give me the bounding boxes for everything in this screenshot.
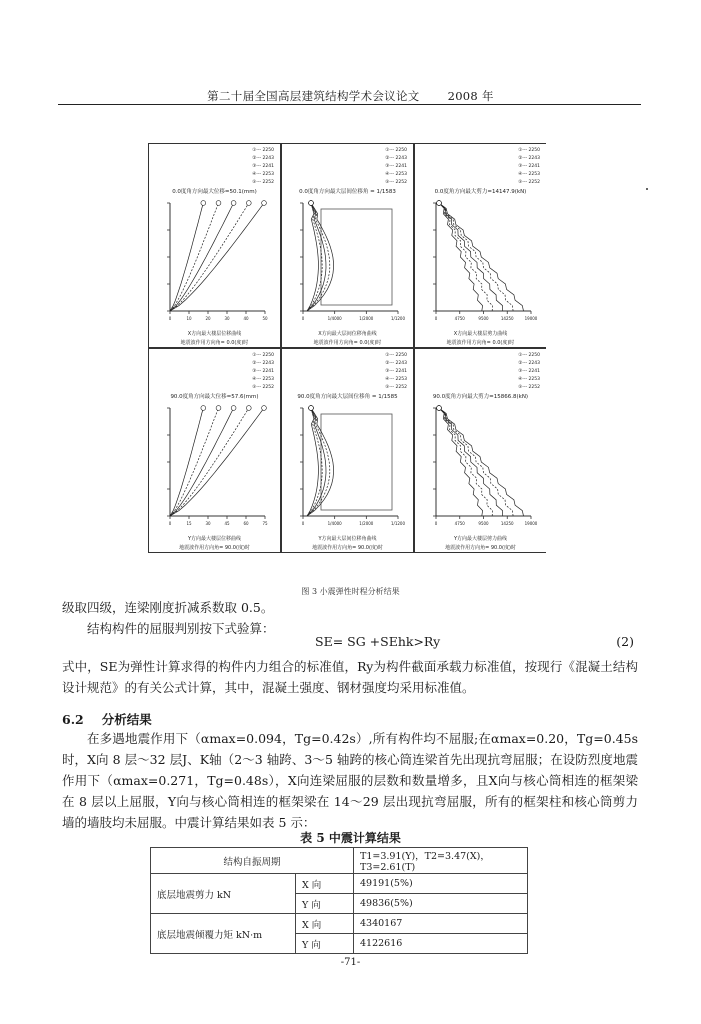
x-tick-label: 14250 — [500, 316, 514, 321]
legend-entry: ③--- 2241 — [385, 164, 407, 169]
section-title: 分析结果 — [101, 712, 152, 727]
x-tick-label: 75 — [262, 521, 268, 526]
series-curve-4 — [170, 408, 249, 516]
panel-top-label: 0.0度角方向最大剪力=14147.9(kN) — [434, 189, 527, 195]
row-label-moment: 底层地震倾覆力矩 kN·m — [151, 914, 296, 954]
drift-limit-box — [321, 209, 392, 305]
legend-entry: ④--- 2253 — [518, 377, 540, 382]
section-number: 6.2 — [62, 712, 84, 727]
legend-entry: ③--- 2241 — [385, 369, 407, 374]
legend-entry: ④--- 2253 — [252, 172, 274, 177]
panel-bottom-label: Y方向最大楼层位移曲线 — [187, 536, 242, 542]
table-row — [151, 874, 528, 894]
legend-entry: ③--- 2241 — [518, 164, 540, 169]
paragraph-1: 级取四级，连梁刚度折减系数取 0.5。 — [62, 600, 274, 615]
panel-top-label: 90.0度角方向最大剪力=15866.8(kN) — [432, 394, 529, 400]
series-marker — [216, 406, 221, 411]
header-year: 2008 年 — [447, 89, 494, 103]
x-tick-label: 0 — [434, 521, 438, 526]
legend-entry: ②--- 2243 — [518, 156, 540, 161]
row-direction: Y 向 — [296, 934, 354, 954]
x-tick-label: 30 — [205, 521, 211, 526]
series-marker — [246, 406, 251, 411]
result-table — [150, 847, 528, 954]
scan-speck — [646, 188, 648, 190]
legend-entry: ⑤--- 2252 — [252, 180, 274, 185]
figure-panel-5 — [282, 349, 414, 553]
x-tick-label: 4750 — [454, 316, 465, 321]
legend-entry: ③--- 2241 — [252, 164, 274, 169]
panel-bottom-label: 地震波作用方向角= 90.0(度)时 — [179, 545, 250, 551]
series-marker — [437, 201, 442, 206]
panel-bottom-label: 地震波作用方向角= 0.0(度)时 — [180, 340, 249, 346]
panel-bottom-label: X方向最大层间位移角曲线 — [318, 331, 377, 337]
legend-entry: ①--- 2250 — [385, 353, 407, 358]
equation-expression: SE= SG +SEhk>Ry — [315, 634, 441, 649]
series-curve-3 — [170, 203, 234, 311]
panel-top-label: 0.0度角方向最大层间位移角 = 1/1583 — [299, 189, 396, 195]
table-header-row — [151, 848, 528, 874]
legend-entry: ①--- 2250 — [252, 148, 274, 153]
x-tick-label: 0 — [301, 316, 305, 321]
series-marker — [246, 201, 251, 206]
x-tick-label: 1/1200 — [390, 316, 406, 321]
panel-bottom-label: Y方向最大楼层剪力曲线 — [453, 536, 508, 542]
series-curve-4 — [170, 203, 249, 311]
x-tick-label: 60 — [243, 521, 249, 526]
legend-entry: ②--- 2243 — [252, 361, 274, 366]
series-curve-4 — [439, 408, 513, 516]
panel-bottom-label: X方向最大楼层剪力曲线 — [453, 331, 508, 337]
legend-entry: ④--- 2253 — [385, 172, 407, 177]
figure-panel-6 — [415, 349, 547, 553]
x-tick-label: 19000 — [524, 316, 538, 321]
series-curve-2 — [307, 203, 322, 311]
header-rule — [58, 104, 641, 105]
series-marker — [309, 406, 314, 411]
row-value: 4340167 — [354, 914, 528, 934]
x-tick-label: 30 — [224, 316, 230, 321]
row-direction: X 向 — [296, 874, 354, 894]
row-value: 49836(5%) — [354, 894, 528, 914]
figure-3-time-history-panels — [148, 143, 546, 553]
figure-panel-1 — [149, 144, 281, 348]
legend-entry: ⑤--- 2252 — [518, 180, 540, 185]
legend-entry: ④--- 2253 — [385, 377, 407, 382]
legend-entry: ②--- 2243 — [385, 361, 407, 366]
panel-bottom-label: 地震波作用方向角= 90.0(度)时 — [445, 545, 516, 551]
row-label-shear: 底层地震剪力 kN — [151, 874, 296, 914]
x-tick-label: 4750 — [454, 521, 465, 526]
figure-panel-2 — [282, 144, 414, 348]
series-curve-2 — [439, 203, 493, 311]
series-marker — [231, 201, 236, 206]
series-marker — [309, 201, 314, 206]
x-tick-label: 10 — [186, 316, 192, 321]
x-tick-label: 0 — [168, 521, 172, 526]
x-tick-label: 14250 — [500, 521, 514, 526]
table-title: 表 5 中震计算结果 — [300, 831, 401, 845]
paragraph-3: 式中，SE为弹性计算求得的构件内力组合的标准值，Ry为构件截面承载力标准值，按现行《混凝土结构设计规范》的有关公式计算，其中，混凝土强度、钢材强度均采用标准值。 — [62, 659, 638, 695]
figure-panel-4 — [149, 349, 281, 553]
table-header-left: 结构自振周期 — [151, 848, 354, 874]
legend-entry: ⑤--- 2252 — [518, 385, 540, 390]
series-marker — [201, 406, 206, 411]
x-tick-label: 1/2000 — [359, 316, 374, 321]
row-value: 49191(5%) — [354, 874, 528, 894]
series-curve-1 — [170, 408, 203, 516]
panel-top-label: 90.0度角方向最大层间位移角 = 1/1585 — [297, 394, 398, 400]
figure-panel-3 — [415, 144, 547, 348]
panel-bottom-label: Y方向最大层间位移角曲线 — [318, 536, 377, 542]
legend-entry: ④--- 2253 — [252, 377, 274, 382]
row-direction: Y 向 — [296, 894, 354, 914]
legend-entry: ②--- 2243 — [518, 361, 540, 366]
series-curve-4 — [439, 203, 513, 311]
legend-entry: ③--- 2241 — [252, 369, 274, 374]
legend-entry: ②--- 2243 — [385, 156, 407, 161]
legend-entry: ④--- 2253 — [518, 172, 540, 177]
legend-entry: ⑤--- 2252 — [385, 180, 407, 185]
series-curve-1 — [170, 203, 203, 311]
x-tick-label: 15 — [186, 521, 192, 526]
legend-entry: ②--- 2243 — [252, 156, 274, 161]
panel-bottom-label: 地震波作用方向角= 0.0(度)时 — [313, 340, 382, 346]
legend-entry: ⑤--- 2252 — [252, 385, 274, 390]
paragraph-2: 结构构件的屈服判别按下式验算： — [87, 621, 275, 636]
row-direction: X 向 — [296, 914, 354, 934]
panel-bottom-label: 地震波作用方向角= 90.0(度)时 — [312, 545, 383, 551]
legend-entry: ①--- 2250 — [518, 353, 540, 358]
x-tick-label: 19000 — [524, 521, 538, 526]
x-tick-label: 0 — [168, 316, 172, 321]
x-tick-label: 1/4000 — [327, 521, 342, 526]
legend-entry: ③--- 2241 — [518, 369, 540, 374]
legend-entry: ①--- 2250 — [252, 353, 274, 358]
drift-limit-box — [321, 414, 392, 510]
row-value: 4122616 — [354, 934, 528, 954]
series-marker — [231, 406, 236, 411]
series-marker — [437, 406, 442, 411]
legend-entry: ⑤--- 2252 — [385, 385, 407, 390]
x-tick-label: 0 — [301, 521, 305, 526]
equation-number: (2) — [616, 634, 634, 649]
x-tick-label: 9500 — [478, 521, 489, 526]
running-header — [0, 88, 701, 104]
table-row — [151, 914, 528, 934]
x-tick-label: 1/2000 — [359, 521, 374, 526]
x-tick-label: 0 — [434, 316, 438, 321]
header-title: 第二十届全国高层建筑结构学术会议论文 — [207, 89, 420, 103]
x-tick-label: 1/1200 — [390, 521, 406, 526]
series-curve-2 — [439, 408, 493, 516]
legend-entry: ①--- 2250 — [385, 148, 407, 153]
x-tick-label: 50 — [262, 316, 268, 321]
panel-top-label: 90.0度角方向最大位移=57.6(mm) — [170, 394, 259, 400]
x-tick-label: 40 — [243, 316, 249, 321]
table-header-right: T1=3.91(Y)，T2=3.47(X)，T3=2.61(T) — [354, 848, 528, 874]
panel-top-label: 0.0度角方向最大位移=50.1(mm) — [172, 189, 257, 195]
series-curve-2 — [307, 408, 322, 516]
series-marker — [262, 201, 267, 206]
panel-bottom-label: X方向最大楼层位移曲线 — [187, 331, 242, 337]
section-heading — [62, 710, 152, 728]
equation-2 — [62, 634, 638, 654]
series-marker — [216, 201, 221, 206]
x-tick-label: 9500 — [478, 316, 489, 321]
x-tick-label: 1/4000 — [327, 316, 342, 321]
x-tick-label: 45 — [224, 521, 230, 526]
series-curve-3 — [170, 408, 234, 516]
paragraph-4: 在多遇地震作用下（αmax=0.094，Tg=0.42s）,所有构件均不屈服;在αmax=0.20，Tg=0.45s时，X向 8 层～32 层J、K轴（2～3 轴跨、3～5 轴跨的核心筒连梁首先出现抗弯屈服；在设防烈度地震作用下（αmax=0.271，Tg=0.48s），X向连梁屈服的层数和数量增多，且X向与核心筒相连的框架梁在 8 层以上屈服，Y向与核心筒相连的框架梁在 14～29 层出现抗弯屈服，所有的框架柱和核心筒剪力墙的墙肢均未屈服。中震计算结果如表 5 示： — [62, 731, 638, 830]
page-number: -71- — [340, 957, 361, 968]
figure-caption: 图 3 小震弹性时程分析结果 — [301, 587, 400, 596]
series-marker — [201, 201, 206, 206]
series-marker — [262, 406, 267, 411]
legend-entry: ①--- 2250 — [518, 148, 540, 153]
panel-bottom-label: 地震波作用方向角= 0.0(度)时 — [446, 340, 515, 346]
x-tick-label: 20 — [205, 316, 211, 321]
